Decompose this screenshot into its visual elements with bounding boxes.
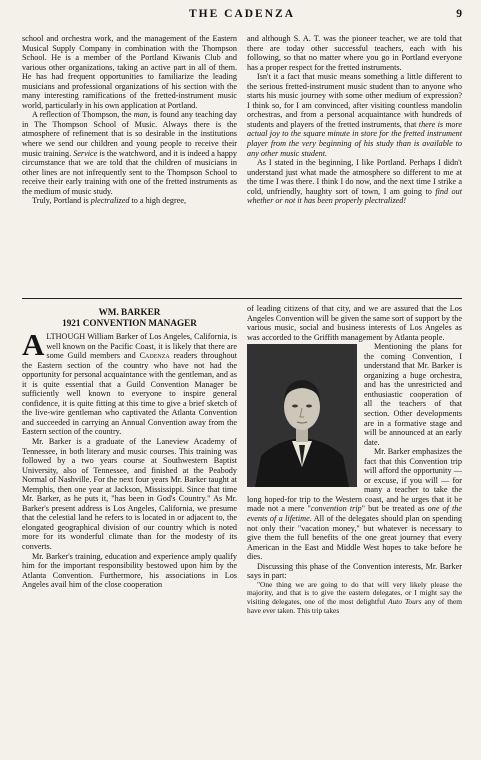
article-heading: WM. BARKER <box>98 307 161 317</box>
portrait-illustration <box>247 344 357 487</box>
magazine-title: THE CADENZA <box>188 8 296 20</box>
paragraph: of leading citizens of that city, and we are assured that the Los Angeles Convention will be given the same sort of support by the various music, social and business interests of Los Angeles as was accorded to the Griffith management by Atlanta people. <box>247 304 462 342</box>
paragraph: school and orchestra work, and the management of the Eastern Musical Supply Company in combination with the Thompson School. He is a member of the Portland Kiwanis Club and various other organizations, taking an active part in all of them. He has had frequent opportunities to familiarize the leading musicians and professional organizations of his section with the many interesting ramifications of the fretted-instrument music world, particularly in his own application at Portland. <box>22 34 237 110</box>
running-header <box>22 8 462 24</box>
paragraph: and although S. A. T. was the pioneer teacher, we are told that there are today other successful teachers, each with his following, so that no matter where you go in Portland everyone has a proper respect for the fretted instruments. <box>247 34 462 72</box>
top-left-column <box>22 34 237 206</box>
paragraph: Mr. Barker emphasizes the fact that this Convention trip will afford the opportunity — or excuse, if you will — for many a teacher to take the long hoped-for trip to the Western coast, and he urges that it be made not a mere "convention trip" but be treated as one of the events of a lifetime. All of the delegates should plan on spending not only their "vacation money," but whatever is necessary to give them the full benefits of the one great journey that every American in the East and Middle West hopes to take before he dies. <box>247 447 462 562</box>
paragraph: Truly, Portland is plectralized to a high degree, <box>32 196 187 206</box>
paragraph: Isn't it a fact that music means something a little different to the serious fretted-instrument music student than to anyone who starts his music journey with some other medium of expression? I think so, for I am convinced, after visiting countless mandolin orchestras, and from a personal acquaintance with hundreds of students and players of the fretted instruments, that there is more actual joy to the square minute in store for the fretted instrument player from the very beginning of his study than is available to any other music student. <box>247 72 462 158</box>
paragraph: Discussing this phase of the Convention interests, Mr. Barker says in part: <box>247 561 462 581</box>
paragraph: Mr. Barker is a graduate of the Laneview Academy of Tennessee, in both literary and music courses. This training was followed by a two years course at Southwestern Baptist University, also of Tennessee, and finished at the Peabody Normal of Nashville. For the next four years Mr. Barker taught at Memphis, then one year at Jackson, Mississippi. Since that time Mr. Barker, as he puts it, "has been in God's Country." As Mr. Barker's present address is Los Angeles, California, we presume that the celestial land he refers to is located in or adjacent to, the elongated geographical division of our country which is noted more for its wonderful climate than for the modesty of its converts. <box>22 437 237 552</box>
page-number: 9 <box>456 8 462 20</box>
paragraph: As I stated in the beginning, I like Portland. Perhaps I didn't understand just what made the atmosphere so different to me at the time I was there. I think I do now, and the next time I strike a cold, unfriendly, haughty sort of town, I am going to find out whether or not it has been properly plectralized! <box>247 158 463 206</box>
drop-cap: A <box>22 327 45 362</box>
top-right-column <box>247 34 462 206</box>
lead-paragraph: ALTHOUGH William Barker of Los Angeles, California, is well known on the Pacific Coast, it is likely that there are some Guild members and Cadenza readers throughout the Eastern section of the country who have not had the opportunity for personal acquaintance with the gentleman, and as it is quite essential that a Guild Convention Manager be sufficiently well known to everyone to inspire general confidence, it is quite fitting at this time to give a brief sketch of the live-wire gentleman who captivated the Atlanta Convention and succeeded in carrying an Annual Convention away from the Eastern section of the country. <box>22 327 237 437</box>
paragraph: Mentioning the plans for the coming Convention, I understand that Mr. Barker is organizing a huge orchestra, and has the unrestricted and enthusiastic cooperation of all the teachers of that section. Other developments are in a formative stage and will be announced at an early date. <box>364 342 462 447</box>
quotation: "One thing we are going to do that will very likely please the majority, and that is to give the eastern delegates, or I might say the visiting delegates, one of the most delightful Auto Tours any of them have ever taken. This trip takes <box>247 579 462 615</box>
paragraph: Mr. Barker's training, education and experience amply qualify him for the important responsibility bestowed upon him by the Atlanta Convention. Furthermore, his associations in Los Angeles avail him of the close cooperation <box>22 551 237 590</box>
paragraph: A reflection of Thompson, the man, is found any teaching day in The Thompson School of Music. Always there is the atmosphere of refinement that is so desirable in the institutions where we send our children and young people to receive their music training. Service is the watchword, and it is indeed a happy circumstance that we are told that the children of musicians in other lines are not infrequently sent to the Thompson School to receive their early training with one of the fretted instruments as the medium of music study. <box>22 110 237 196</box>
section-divider <box>22 298 462 299</box>
article-left-column <box>22 304 237 590</box>
portrait-photo <box>247 344 357 487</box>
article-subheading: 1921 CONVENTION MANAGER <box>62 317 197 328</box>
article-right-column <box>247 304 462 615</box>
